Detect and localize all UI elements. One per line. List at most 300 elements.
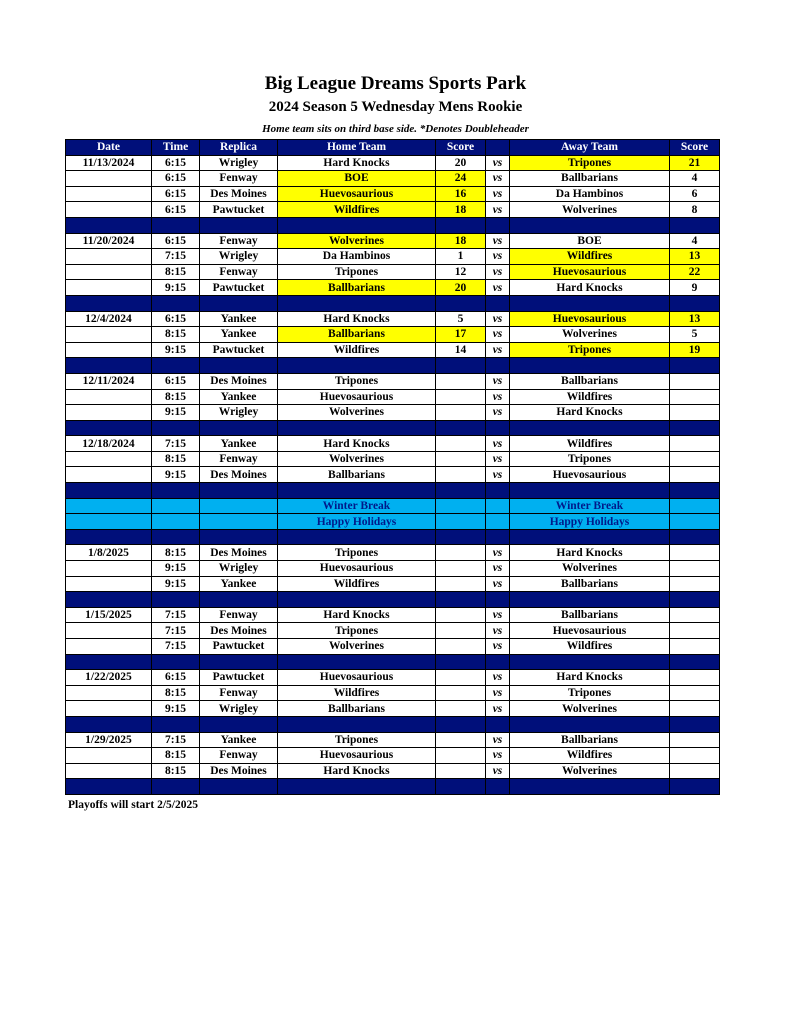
home-score	[436, 732, 486, 748]
game-time: 8:15	[152, 264, 200, 280]
game-replica: Wrigley	[200, 405, 278, 421]
game-date: 12/4/2024	[66, 311, 152, 327]
game-date: 11/20/2024	[66, 233, 152, 249]
separator-cell	[278, 217, 436, 233]
game-date: 1/29/2025	[66, 732, 152, 748]
vs-label: vs	[486, 202, 510, 218]
separator-cell	[486, 217, 510, 233]
game-time: 6:15	[152, 171, 200, 187]
game-row	[66, 202, 720, 218]
vs-label: vs	[486, 670, 510, 686]
home-score: 5	[436, 311, 486, 327]
separator-cell	[152, 529, 200, 545]
away-team: Wildfires	[510, 249, 670, 265]
vs-label: vs	[486, 467, 510, 483]
home-team: Wolverines	[278, 639, 436, 655]
separator-cell	[670, 217, 720, 233]
vs-label: vs	[486, 280, 510, 296]
home-score: 18	[436, 202, 486, 218]
away-team: Huevosaurious	[510, 467, 670, 483]
game-time: 7:15	[152, 732, 200, 748]
home-team: Wildfires	[278, 342, 436, 358]
separator-cell	[200, 654, 278, 670]
vs-label: vs	[486, 327, 510, 343]
home-team: Ballbarians	[278, 327, 436, 343]
vs-label: vs	[486, 171, 510, 187]
home-score	[436, 405, 486, 421]
col-header-away-team: Away Team	[510, 140, 670, 156]
game-replica: Wrigley	[200, 701, 278, 717]
away-team: Huevosaurious	[510, 623, 670, 639]
game-date-empty	[66, 763, 152, 779]
away-team: Tripones	[510, 451, 670, 467]
home-score	[436, 561, 486, 577]
separator-cell	[510, 716, 670, 732]
separator-cell	[200, 529, 278, 545]
holiday-empty-cell	[200, 514, 278, 530]
holiday-empty-cell	[200, 498, 278, 514]
separator-cell	[200, 217, 278, 233]
vs-label: vs	[486, 732, 510, 748]
away-team: Tripones	[510, 685, 670, 701]
separator-cell	[670, 592, 720, 608]
home-score	[436, 639, 486, 655]
away-score: 19	[670, 342, 720, 358]
separator-cell	[436, 716, 486, 732]
game-time: 7:15	[152, 249, 200, 265]
home-score	[436, 685, 486, 701]
home-score	[436, 748, 486, 764]
separator-cell	[510, 217, 670, 233]
separator-cell	[152, 716, 200, 732]
game-time: 9:15	[152, 405, 200, 421]
away-score	[670, 732, 720, 748]
col-header-time: Time	[152, 140, 200, 156]
away-score	[670, 545, 720, 561]
game-time: 6:15	[152, 311, 200, 327]
away-score	[670, 405, 720, 421]
separator-cell	[66, 529, 152, 545]
game-date-empty	[66, 685, 152, 701]
game-replica: Yankee	[200, 389, 278, 405]
col-header-away-score: Score	[670, 140, 720, 156]
away-score	[670, 623, 720, 639]
vs-label: vs	[486, 576, 510, 592]
separator-cell	[278, 358, 436, 374]
game-date-empty	[66, 249, 152, 265]
home-team: Tripones	[278, 373, 436, 389]
separator-cell	[278, 295, 436, 311]
game-time: 8:15	[152, 327, 200, 343]
game-time: 9:15	[152, 701, 200, 717]
game-time: 8:15	[152, 748, 200, 764]
home-score	[436, 467, 486, 483]
game-date: 12/11/2024	[66, 373, 152, 389]
away-score	[670, 436, 720, 452]
home-score	[436, 576, 486, 592]
game-row	[66, 623, 720, 639]
away-team: Tripones	[510, 155, 670, 171]
separator-cell	[200, 779, 278, 795]
game-row	[66, 763, 720, 779]
home-team: Tripones	[278, 623, 436, 639]
home-team: Huevosaurious	[278, 561, 436, 577]
away-team: Wolverines	[510, 763, 670, 779]
game-time: 8:15	[152, 389, 200, 405]
holiday-empty-cell	[486, 514, 510, 530]
separator-cell	[486, 654, 510, 670]
separator-cell	[436, 483, 486, 499]
col-header-home-team: Home Team	[278, 140, 436, 156]
game-row	[66, 545, 720, 561]
game-date-empty	[66, 576, 152, 592]
home-team: Wildfires	[278, 576, 436, 592]
vs-label: vs	[486, 763, 510, 779]
game-replica: Des Moines	[200, 186, 278, 202]
separator-cell	[486, 295, 510, 311]
home-score	[436, 623, 486, 639]
separator-cell	[152, 217, 200, 233]
holiday-empty-cell	[66, 498, 152, 514]
separator-row	[66, 217, 720, 233]
home-score: 24	[436, 171, 486, 187]
home-score: 14	[436, 342, 486, 358]
away-team: Ballbarians	[510, 732, 670, 748]
separator-cell	[670, 420, 720, 436]
separator-row	[66, 483, 720, 499]
col-header-date: Date	[66, 140, 152, 156]
game-time: 8:15	[152, 451, 200, 467]
separator-cell	[152, 592, 200, 608]
separator-cell	[200, 358, 278, 374]
game-replica: Yankee	[200, 436, 278, 452]
home-score: 18	[436, 233, 486, 249]
game-row	[66, 467, 720, 483]
separator-cell	[200, 420, 278, 436]
holiday-row	[66, 498, 720, 514]
home-team: BOE	[278, 171, 436, 187]
away-score: 22	[670, 264, 720, 280]
game-replica: Wrigley	[200, 561, 278, 577]
page-subtitle: 2024 Season 5 Wednesday Mens Rookie	[268, 99, 523, 115]
away-score	[670, 576, 720, 592]
game-replica: Fenway	[200, 264, 278, 280]
game-row	[66, 280, 720, 296]
vs-label: vs	[486, 639, 510, 655]
home-team: Wolverines	[278, 405, 436, 421]
game-date-empty	[66, 389, 152, 405]
separator-cell	[510, 779, 670, 795]
away-score: 4	[670, 171, 720, 187]
game-date-empty	[66, 561, 152, 577]
game-time: 9:15	[152, 576, 200, 592]
separator-cell	[200, 483, 278, 499]
schedule-body	[66, 155, 720, 794]
home-score: 17	[436, 327, 486, 343]
game-replica: Fenway	[200, 685, 278, 701]
schedule-table	[65, 139, 720, 795]
separator-row	[66, 592, 720, 608]
game-date-empty	[66, 639, 152, 655]
vs-label: vs	[486, 311, 510, 327]
game-row	[66, 233, 720, 249]
game-date-empty	[66, 327, 152, 343]
game-replica: Pawtucket	[200, 202, 278, 218]
away-score	[670, 701, 720, 717]
holiday-row	[66, 514, 720, 530]
home-team: Huevosaurious	[278, 748, 436, 764]
vs-label: vs	[486, 342, 510, 358]
home-score	[436, 545, 486, 561]
home-team: Ballbarians	[278, 701, 436, 717]
game-date: 12/18/2024	[66, 436, 152, 452]
game-date-empty	[66, 748, 152, 764]
game-date-empty	[66, 264, 152, 280]
home-team: Hard Knocks	[278, 763, 436, 779]
away-score: 6	[670, 186, 720, 202]
home-score	[436, 670, 486, 686]
away-team: Wildfires	[510, 436, 670, 452]
separator-cell	[200, 592, 278, 608]
vs-label: vs	[486, 607, 510, 623]
away-score	[670, 467, 720, 483]
game-time: 9:15	[152, 561, 200, 577]
away-score: 21	[670, 155, 720, 171]
vs-label: vs	[486, 264, 510, 280]
game-date-empty	[66, 280, 152, 296]
away-team: BOE	[510, 233, 670, 249]
home-score: 20	[436, 155, 486, 171]
home-score	[436, 436, 486, 452]
away-team: Hard Knocks	[510, 545, 670, 561]
home-team: Tripones	[278, 264, 436, 280]
game-date: 1/8/2025	[66, 545, 152, 561]
game-row	[66, 155, 720, 171]
home-team: Hard Knocks	[278, 155, 436, 171]
game-replica: Fenway	[200, 171, 278, 187]
vs-label: vs	[486, 561, 510, 577]
header-row	[66, 140, 720, 156]
vs-label: vs	[486, 701, 510, 717]
game-row	[66, 389, 720, 405]
holiday-empty-cell	[152, 514, 200, 530]
col-header-home-score: Score	[436, 140, 486, 156]
holiday-empty-cell	[152, 498, 200, 514]
game-row	[66, 249, 720, 265]
holiday-empty-cell	[670, 498, 720, 514]
separator-cell	[486, 529, 510, 545]
game-time: 6:15	[152, 186, 200, 202]
away-team: Wildfires	[510, 389, 670, 405]
separator-cell	[436, 295, 486, 311]
separator-cell	[66, 716, 152, 732]
home-score: 12	[436, 264, 486, 280]
game-row	[66, 639, 720, 655]
home-team: Ballbarians	[278, 280, 436, 296]
separator-cell	[670, 654, 720, 670]
game-time: 6:15	[152, 670, 200, 686]
home-team: Tripones	[278, 732, 436, 748]
separator-cell	[510, 529, 670, 545]
separator-cell	[152, 295, 200, 311]
home-team: Hard Knocks	[278, 436, 436, 452]
holiday-empty-cell	[436, 514, 486, 530]
separator-cell	[152, 483, 200, 499]
home-team: Tripones	[278, 545, 436, 561]
separator-row	[66, 420, 720, 436]
game-row	[66, 451, 720, 467]
game-row	[66, 342, 720, 358]
separator-cell	[510, 295, 670, 311]
holiday-away-text: Winter Break	[510, 498, 670, 514]
holiday-home-text: Happy Holidays	[278, 514, 436, 530]
separator-cell	[436, 529, 486, 545]
home-team: Hard Knocks	[278, 311, 436, 327]
game-replica: Fenway	[200, 748, 278, 764]
game-row	[66, 732, 720, 748]
game-row	[66, 311, 720, 327]
game-row	[66, 327, 720, 343]
vs-label: vs	[486, 389, 510, 405]
game-replica: Wrigley	[200, 155, 278, 171]
away-score	[670, 685, 720, 701]
holiday-empty-cell	[670, 514, 720, 530]
away-team: Wildfires	[510, 639, 670, 655]
vs-label: vs	[486, 545, 510, 561]
game-replica: Des Moines	[200, 623, 278, 639]
separator-cell	[278, 779, 436, 795]
separator-cell	[200, 716, 278, 732]
game-row	[66, 670, 720, 686]
game-date-empty	[66, 623, 152, 639]
game-row	[66, 405, 720, 421]
page-title: Big League Dreams Sports Park	[264, 73, 527, 94]
separator-cell	[510, 592, 670, 608]
separator-cell	[66, 217, 152, 233]
away-score: 9	[670, 280, 720, 296]
home-team: Huevosaurious	[278, 389, 436, 405]
away-score	[670, 607, 720, 623]
game-replica: Yankee	[200, 327, 278, 343]
game-date: 1/22/2025	[66, 670, 152, 686]
separator-cell	[66, 654, 152, 670]
away-score: 5	[670, 327, 720, 343]
separator-cell	[510, 358, 670, 374]
home-score: 20	[436, 280, 486, 296]
game-date-empty	[66, 405, 152, 421]
home-score	[436, 389, 486, 405]
game-replica: Des Moines	[200, 467, 278, 483]
vs-label: vs	[486, 373, 510, 389]
game-replica: Yankee	[200, 311, 278, 327]
separator-cell	[66, 483, 152, 499]
separator-cell	[66, 592, 152, 608]
game-time: 8:15	[152, 685, 200, 701]
separator-cell	[670, 529, 720, 545]
separator-cell	[436, 654, 486, 670]
game-time: 9:15	[152, 467, 200, 483]
separator-cell	[152, 779, 200, 795]
home-score	[436, 607, 486, 623]
away-team: Huevosaurious	[510, 311, 670, 327]
separator-cell	[66, 358, 152, 374]
away-team: Hard Knocks	[510, 405, 670, 421]
away-score: 4	[670, 233, 720, 249]
game-replica: Des Moines	[200, 763, 278, 779]
game-replica: Pawtucket	[200, 639, 278, 655]
home-team: Wildfires	[278, 685, 436, 701]
vs-label: vs	[486, 436, 510, 452]
separator-row	[66, 358, 720, 374]
away-score	[670, 451, 720, 467]
game-row	[66, 748, 720, 764]
away-team: Ballbarians	[510, 373, 670, 389]
away-score: 13	[670, 249, 720, 265]
separator-row	[66, 529, 720, 545]
separator-row	[66, 716, 720, 732]
away-team: Hard Knocks	[510, 670, 670, 686]
game-replica: Pawtucket	[200, 670, 278, 686]
away-team: Wolverines	[510, 701, 670, 717]
home-team: Da Hambinos	[278, 249, 436, 265]
separator-cell	[670, 483, 720, 499]
separator-cell	[436, 779, 486, 795]
game-date: 11/13/2024	[66, 155, 152, 171]
game-time: 7:15	[152, 607, 200, 623]
game-replica: Fenway	[200, 607, 278, 623]
separator-cell	[278, 529, 436, 545]
game-row	[66, 607, 720, 623]
separator-cell	[66, 295, 152, 311]
game-time: 7:15	[152, 639, 200, 655]
vs-label: vs	[486, 748, 510, 764]
game-date-empty	[66, 342, 152, 358]
game-replica: Fenway	[200, 451, 278, 467]
away-team: Wolverines	[510, 202, 670, 218]
separator-cell	[436, 420, 486, 436]
game-replica: Pawtucket	[200, 280, 278, 296]
game-time: 6:15	[152, 202, 200, 218]
separator-cell	[278, 654, 436, 670]
separator-cell	[278, 420, 436, 436]
away-score	[670, 389, 720, 405]
away-team: Tripones	[510, 342, 670, 358]
away-score	[670, 561, 720, 577]
separator-cell	[436, 592, 486, 608]
home-score: 16	[436, 186, 486, 202]
home-team: Huevosaurious	[278, 670, 436, 686]
away-team: Da Hambinos	[510, 186, 670, 202]
holiday-empty-cell	[486, 498, 510, 514]
away-score	[670, 373, 720, 389]
separator-cell	[66, 420, 152, 436]
home-team: Ballbarians	[278, 467, 436, 483]
game-row	[66, 171, 720, 187]
game-replica: Yankee	[200, 732, 278, 748]
game-time: 8:15	[152, 763, 200, 779]
col-header-vs	[486, 140, 510, 156]
footer-note: Playoffs will start 2/5/2025	[68, 799, 198, 811]
game-date-empty	[66, 186, 152, 202]
vs-label: vs	[486, 451, 510, 467]
game-row	[66, 373, 720, 389]
away-team: Ballbarians	[510, 576, 670, 592]
home-score	[436, 701, 486, 717]
away-score: 8	[670, 202, 720, 218]
page-note: Home team sits on third base side. *Denotes Doubleheader	[262, 123, 529, 135]
game-time: 6:15	[152, 155, 200, 171]
game-row	[66, 576, 720, 592]
